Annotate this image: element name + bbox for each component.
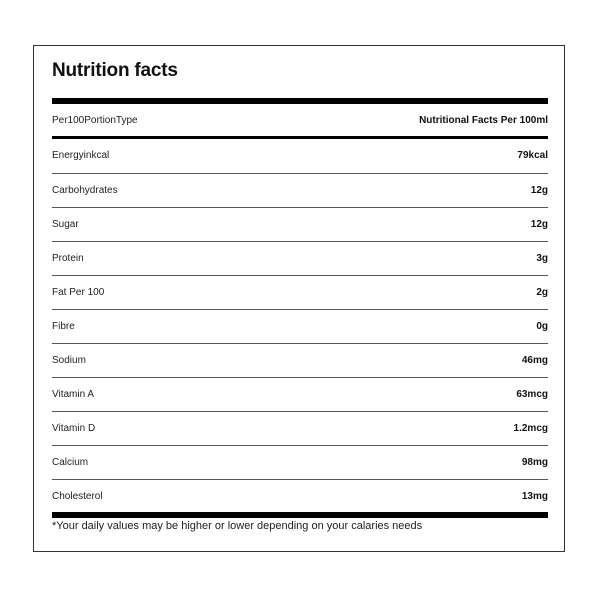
table-row: [52, 446, 548, 479]
table-row: [52, 344, 548, 377]
row-label: Vitamin D: [52, 423, 96, 434]
table-row: [52, 276, 548, 309]
header-left-label: Per100PortionType: [52, 115, 138, 126]
row-label: Fibre: [52, 321, 75, 332]
row-value: 2g: [536, 287, 548, 298]
table-row: [52, 139, 548, 172]
row-value: 12g: [530, 219, 548, 230]
row-value: 3g: [536, 253, 548, 264]
row-label: Cholesterol: [52, 491, 103, 502]
row-value: 1.2mcg: [513, 423, 548, 434]
panel-title: Nutrition facts: [52, 60, 178, 81]
row-label: Vitamin A: [52, 389, 95, 400]
row-label: Protein: [52, 253, 84, 264]
table-row: [52, 378, 548, 411]
table-row: [52, 310, 548, 343]
row-label: Energyinkcal: [52, 150, 110, 161]
row-value: 46mg: [521, 355, 548, 366]
row-label: Fat Per 100: [52, 287, 105, 298]
row-label: Calcium: [52, 457, 89, 468]
row-value: 0g: [536, 321, 548, 332]
row-value: 13mg: [521, 491, 548, 502]
row-value: 12g: [530, 185, 548, 196]
row-value: 79kcal: [517, 150, 548, 161]
nutrition-facts-panel: [33, 45, 565, 552]
table-row: [52, 480, 548, 513]
footnote: *Your daily values may be higher or lower depending on your calaries needs: [52, 520, 423, 532]
header-right-label: Nutritional Facts Per 100ml: [419, 115, 548, 126]
table-row: [52, 242, 548, 275]
row-value: 63mcg: [516, 389, 548, 400]
table-header-row: [52, 104, 548, 137]
table-row: [52, 412, 548, 445]
row-label: Sodium: [52, 355, 86, 366]
row-value: 98mg: [521, 457, 548, 468]
row-label: Sugar: [52, 219, 79, 230]
bottom-thick-divider: [52, 512, 548, 518]
table-row: [52, 174, 548, 207]
table-row: [52, 208, 548, 241]
row-label: Carbohydrates: [52, 185, 118, 196]
